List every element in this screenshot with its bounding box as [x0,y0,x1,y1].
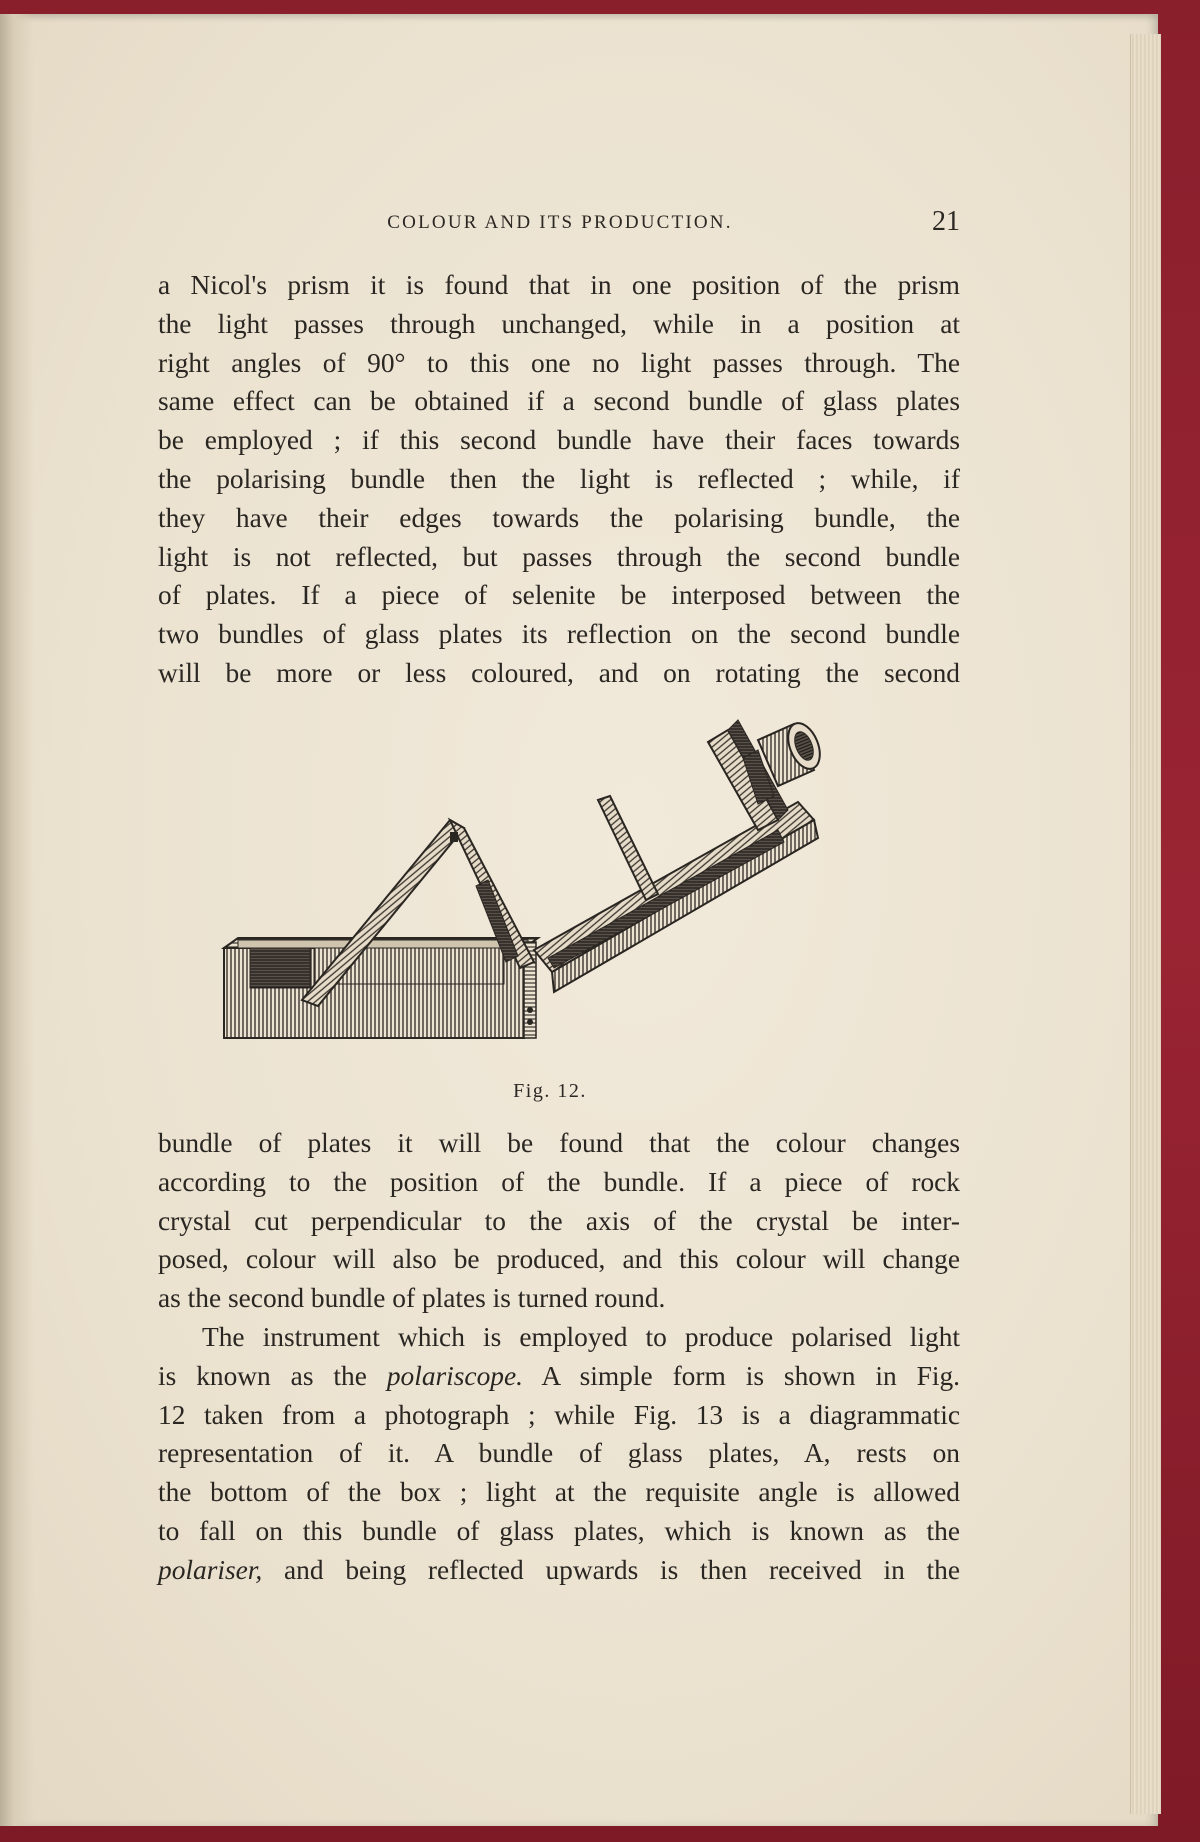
italic-term: polariser, [158,1554,263,1585]
text-line: The instrument which is employed to produce polarised light [202,1322,960,1352]
polariscope-engraving [218,710,918,1070]
text-line: a Nicol's prism it is found that in one position of the prism [158,270,960,300]
paragraph-2 [158,1124,960,1318]
text-line: be employed ; if this second bundle have their faces towards [158,425,960,456]
base-box [224,938,538,1038]
page-header [160,206,960,246]
text-line: crystal cut perpendicular to the axis of the crystal be inter- [158,1205,960,1236]
text-line: as the second bundle of plates is turned round. [158,1283,666,1314]
text-line: the polarising bundle then the light is reflected ; while, if [158,463,960,494]
text-line: the light passes through unchanged, while in a position at [158,308,960,339]
text-line: representation of it. A bundle of glass plates, A, rests on [158,1438,960,1469]
text-line [158,1357,960,1396]
running-head: COLOUR AND ITS PRODUCTION. [387,212,733,233]
paragraph-3 [158,1318,960,1590]
text-line: according to the position of the bundle. If a piece of rock [158,1166,960,1197]
text-line [158,1551,960,1590]
text-line: will be more or less coloured, and on rotating the second [158,657,960,688]
text-line: right angles of 90° to this one no light passes through. The [158,347,960,378]
italic-term: polariscope. [386,1360,523,1391]
text-line: light is not reflected, but passes through the second bundle [158,541,960,572]
text-line: two bundles of glass plates its reflection on the second bundle [158,619,960,650]
figure-caption: Fig. 12. [513,1080,587,1102]
text-line: to fall on this bundle of glass plates, which is known as the [158,1515,960,1546]
text-span: is known as the [158,1360,387,1391]
text-span: A simple form is shown in Fig. [523,1360,960,1391]
text-line: they have their edges towards the polarising bundle, the [158,502,960,533]
text-span: and being reflected upwards is then received in the [262,1554,960,1585]
page-edges [1130,34,1161,1814]
text-line: the bottom of the box ; light at the requisite angle is allowed [158,1477,960,1508]
text-line: 12 taken from a photograph ; while Fig. 13 is a diagrammatic [158,1399,960,1430]
text-line: posed, colour will also be produced, and this colour will change [158,1244,960,1275]
page-number: 21 [932,206,960,237]
page-gutter-shadow [0,14,34,1826]
text-line: of plates. If a piece of selenite be interposed between the [158,580,960,611]
text-line: bundle of plates it will be found that the colour changes [158,1128,960,1158]
text-line: same effect can be obtained if a second bundle of glass plates [158,386,960,417]
paragraph-1 [158,266,960,693]
eyepiece-tube [743,719,826,804]
